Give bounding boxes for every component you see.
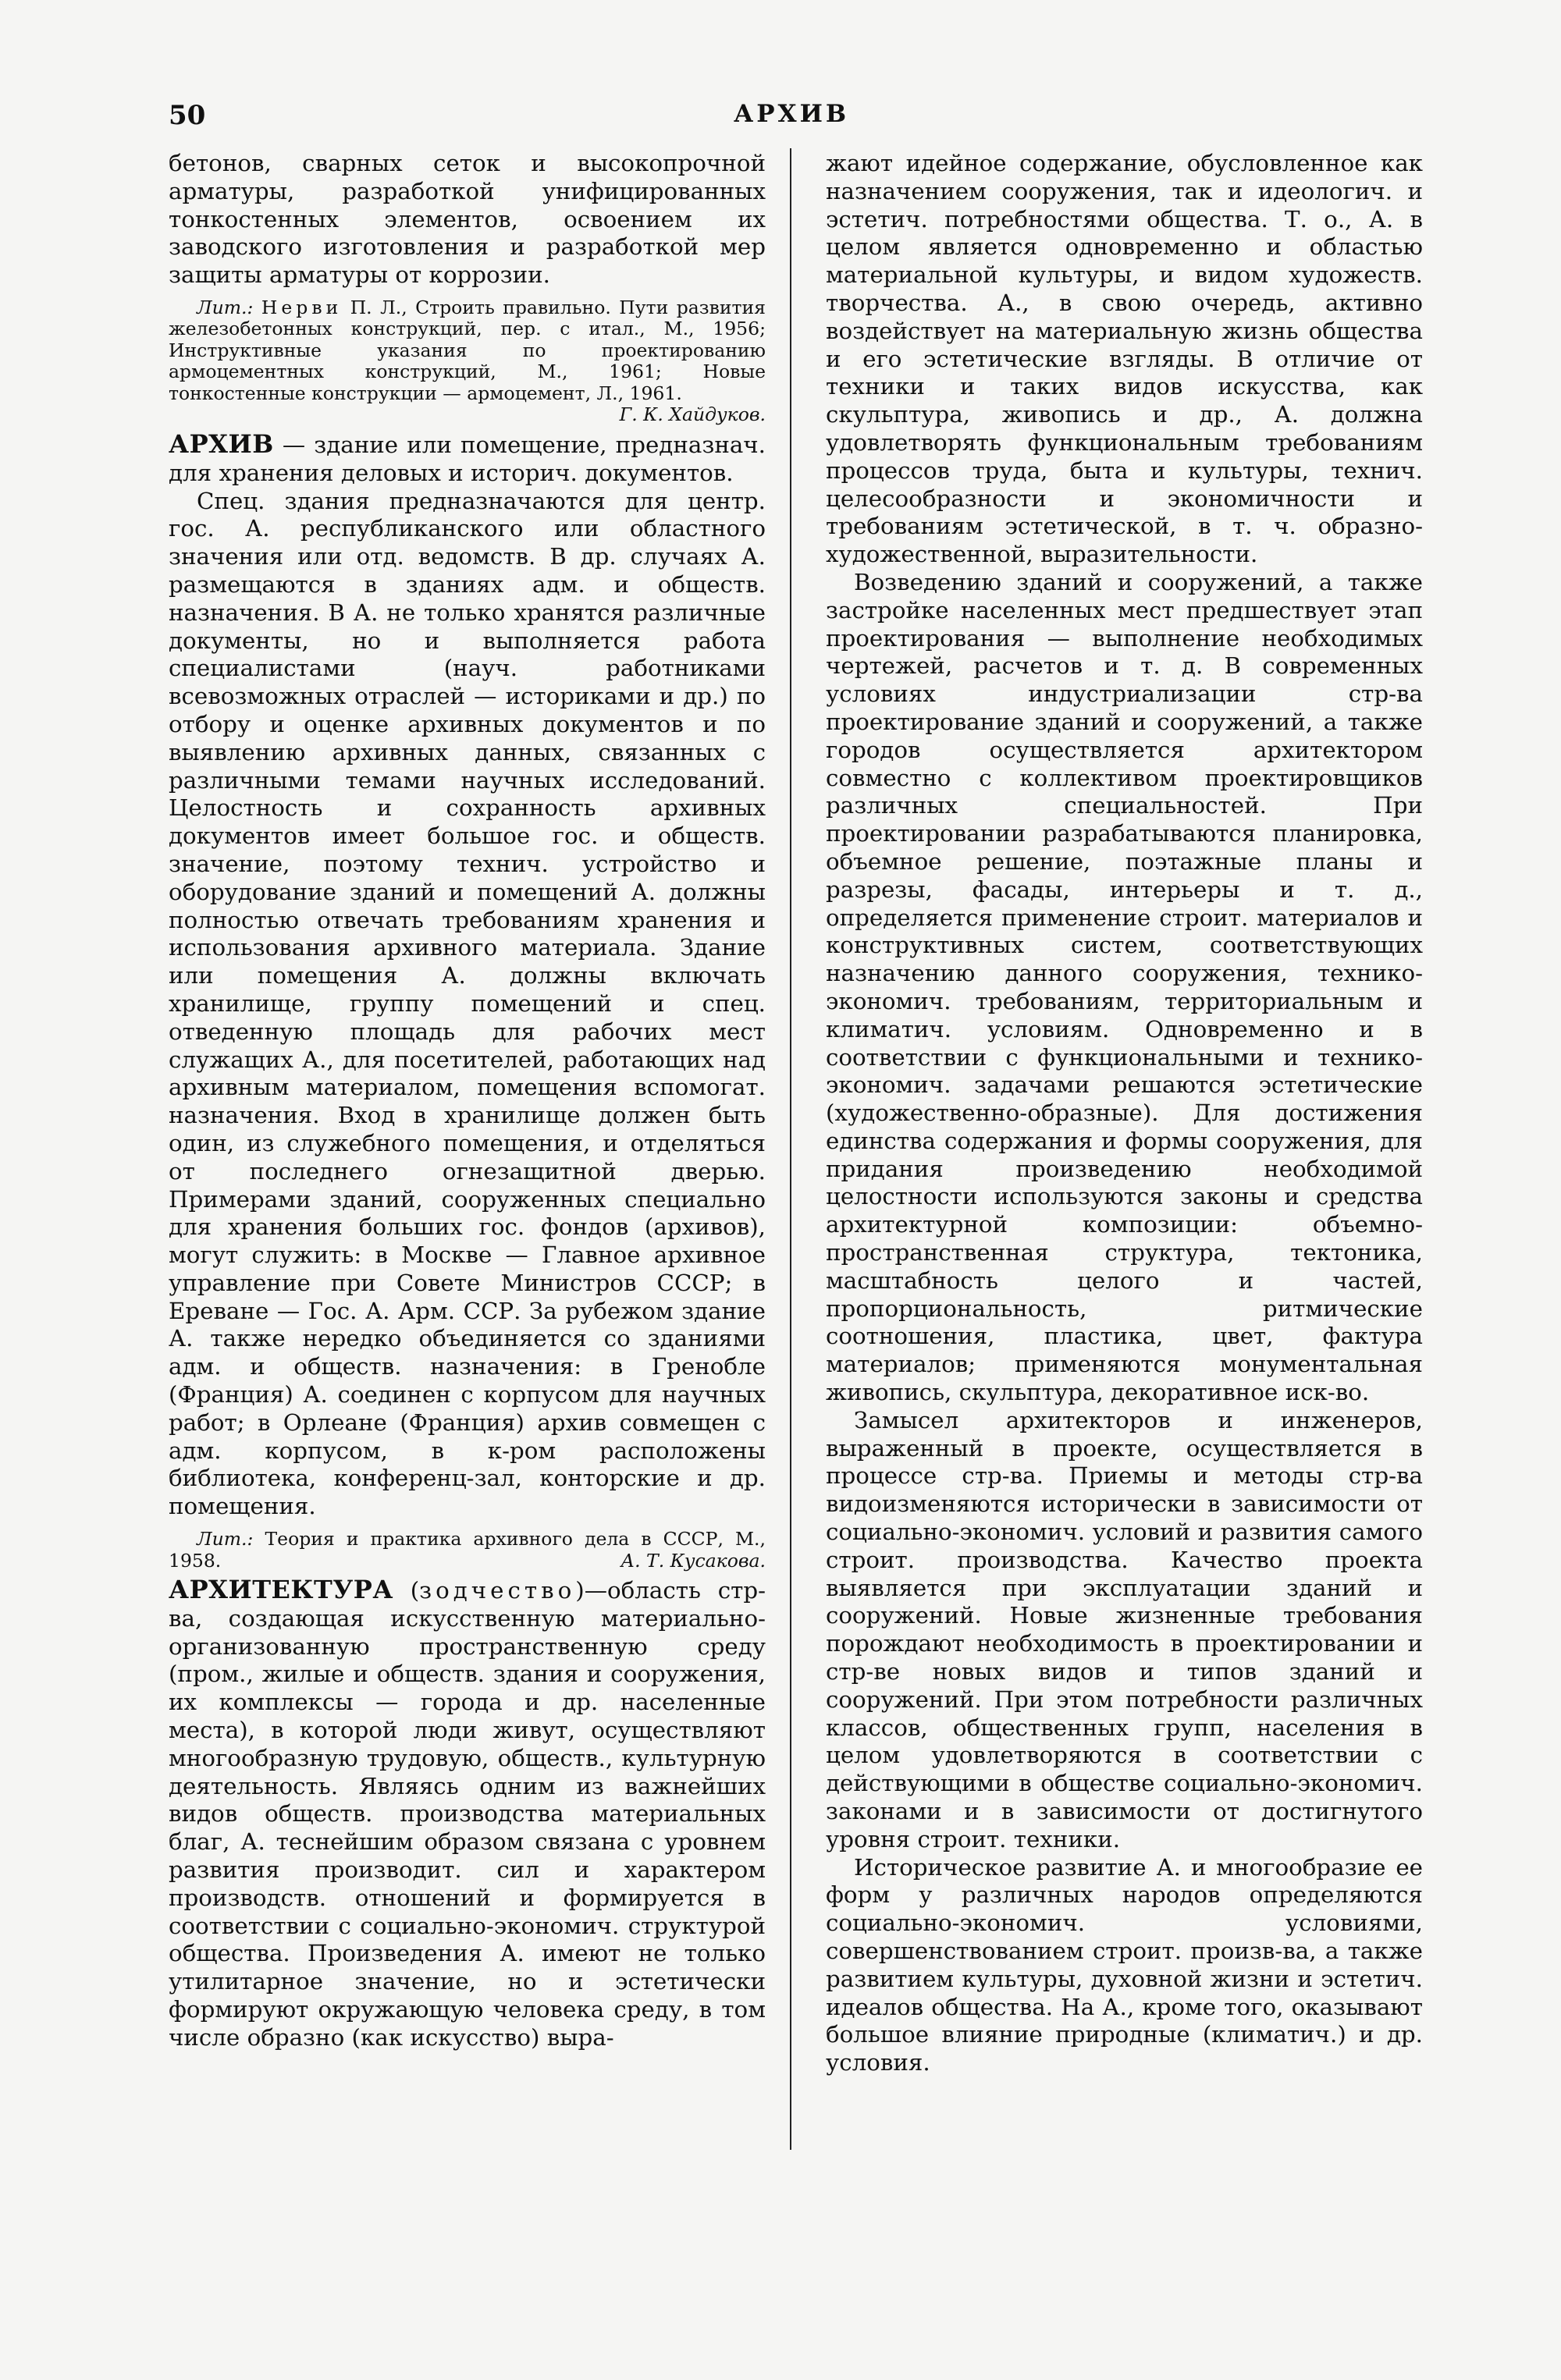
headword-archive: АРХИВ xyxy=(169,428,274,459)
lit-text: П. Л., Строить правильно. Пути развития железобетонных конструкций, пер. с итал., М., 1956; Инструктивные указания по проектированию армоцементных конструкций, М., 1961; Новые тонкостенные конструкции — армоцемент, Л., 1961. xyxy=(169,296,766,404)
entry-archive xyxy=(169,428,766,488)
page-number: 50 xyxy=(169,100,206,131)
definition: — здание или помещение, предназнач. для хранения деловых и историч. документов. xyxy=(169,431,766,486)
lit-text: Теория и практика архивного дела в СССР, М., 1958. xyxy=(169,1528,766,1572)
article-author: А. Т. Кусакова. xyxy=(620,1549,766,1572)
column-divider xyxy=(790,148,791,2150)
paragraph: Историческое развитие А. и многообразие ее форм у различных народов определяются социально-экономич. условиями, совершенствованием строит. произв-ва, а также развитием культуры, духовной жизни и эстетич. идеалов общества. На А., кроме того, оказывают большое влияние природные (климатич.) и др. условия. xyxy=(826,1853,1423,2076)
article-author: Г. К. Хайдуков. xyxy=(619,403,766,426)
headword-architecture: АРХИТЕКТУРА xyxy=(169,1575,393,1605)
entry-architecture xyxy=(169,1576,766,2052)
running-head: АРХИВ xyxy=(734,100,850,128)
literature-note xyxy=(169,297,766,426)
literature-note xyxy=(169,1529,766,1572)
synonym-open: ( xyxy=(393,1577,420,1604)
lit-label: Лит.: xyxy=(197,1528,254,1551)
column-right xyxy=(826,150,1423,2077)
lit-author-spaced: Нерви xyxy=(261,296,343,318)
paragraph: Замысел архитекторов и инженеров, выраженный в проекте, осуществляется в процессе стр-ва. Приемы и методы стр-ва видоизменяются исторически в зависимости от социально-экономич. условий и развития самого строит. производства. Качество проекта выявляется при эксплуатации зданий и сооружений. Новые жизненные требования порождают необходимость в проектировании и стр-ве новых видов и типов зданий и сооружений. При этом потребности различных классов, общественных групп, населения в целом удовлетворяются в соответствии с действующими в обществе социально-экономич. законами и в зависимости от достигнутого уровня строит. техники. xyxy=(826,1406,1423,1852)
lit-label: Лит.: xyxy=(197,296,254,318)
column-left xyxy=(169,150,766,2052)
definition: )—область стр-ва, создающая искусственную материально-организованную пространственную среду (пром., жилые и обществ. здания и сооружения, их комплексы — города и др. населенные места), в которой люди живут, осуществляют многообразную трудовую, обществ., культурную деятельность. Являясь одним из важнейших видов обществ. производства материальных благ, А. теснейшим образом связана с уровнем развития производит. сил и характером производств. отношений и формируется в соответствии с социально-экономич. структурой общества. Произведения А. имеют не только утилитарное значение, но и эстетически формируют окружающую человека среду, в том числе образно (как искусство) выра- xyxy=(169,1577,766,2051)
archive-body: Спец. здания предназначаются для центр. гос. А. республиканского или областного значения или отд. ведомств. В др. случаях А. размещаются в зданиях адм. и обществ. назначения. В А. не только хранятся различные документы, но и выполняется работа специалистами (науч. работниками всевозможных отраслей — историками и др.) по отбору и оценке архивных документов и по выявлению архивных данных, связанных с различными темами научных исследований. Целостность и сохранность архивных документов имеет большое гос. и обществ. значение, поэтому технич. устройство и оборудование зданий и помещений А. должны полностью отвечать требованиям хранения и использования архивного материала. Здание или помещения А. должны включать хранилище, группу помещений и спец. отведенную площадь для рабочих мест служащих А., для посетителей, работающих над архивным материалом, помещения вспомогат. назначения. Вход в хранилище должен быть один, из служебного помещения, и отделяться от последнего огнезащитной дверью. Примерами зданий, сооруженных специально для хранения больших гос. фондов (архивов), могут служить: в Москве — Главное архивное управление при Совете Министров СССР; в Ереване — Гос. А. Арм. ССР. За рубежом здание А. также нередко объединяется со зданиями адм. и обществ. назначения: в Гренобле (Франция) А. соединен с корпусом для научных работ; в Орлеане (Франция) архив совмещен с адм. корпусом, в к-ром расположены библиотека, конференц-зал, конторские и др. помещения. xyxy=(169,487,766,1520)
paragraph: Возведению зданий и сооружений, а также застройке населенных мест предшествует этап проектирования — выполнение необходимых чертежей, расчетов и т. д. В современных условиях индустриализации стр-ва проектирование зданий и сооружений, а также городов осуществляется архитектором совместно с коллективом проектировщиков различных специальностей. При проектировании разрабатываются планировка, объемное решение, поэтажные планы и разрезы, фасады, интерьеры и т. д., определяется применение строит. материалов и конструктивных систем, соответствующих назначению данного сооружения, технико-экономич. требованиям, территориальным и климатич. условиям. Одновременно и в соответствии с функциональными и технико-экономич. задачами решаются эстетические (художественно-образные). Для достижения единства содержания и формы сооружения, для придания произведению необходимой целостности используются законы и средства архитектурной композиции: объемно-пространственная структура, тектоника, масштабность целого и частей, пропорциональность, ритмические соотношения, пластика, цвет, фактура материалов; применяются монументальная живопись, скульптура, декоративное иск-во. xyxy=(826,568,1423,1406)
synonym: зодчество xyxy=(419,1577,576,1604)
paragraph: жают идейное содержание, обусловленное как назначением сооружения, так и идеологич. и эстетич. потребностями общества. Т. о., А. в целом является одновременно и областью материальной культуры, и видом художеств. творчества. А., в свою очередь, активно воздействует на материальную жизнь общества и его эстетические взгляды. В отличие от техники и таких видов искусства, как скульптура, живопись и др., А. должна удовлетворять функциональным требованиям процессов труда, быта и культуры, технич. целесообразности и экономичности и требованиям эстетической, в т. ч. образно-художественной, выразительности. xyxy=(826,150,1423,568)
continued-paragraph: бетонов, сварных сеток и высокопрочной арматуры, разработкой унифицированных тонкостенных элементов, освоением их заводского изготовления и разработкой мер защиты арматуры от коррозии. xyxy=(169,150,766,289)
